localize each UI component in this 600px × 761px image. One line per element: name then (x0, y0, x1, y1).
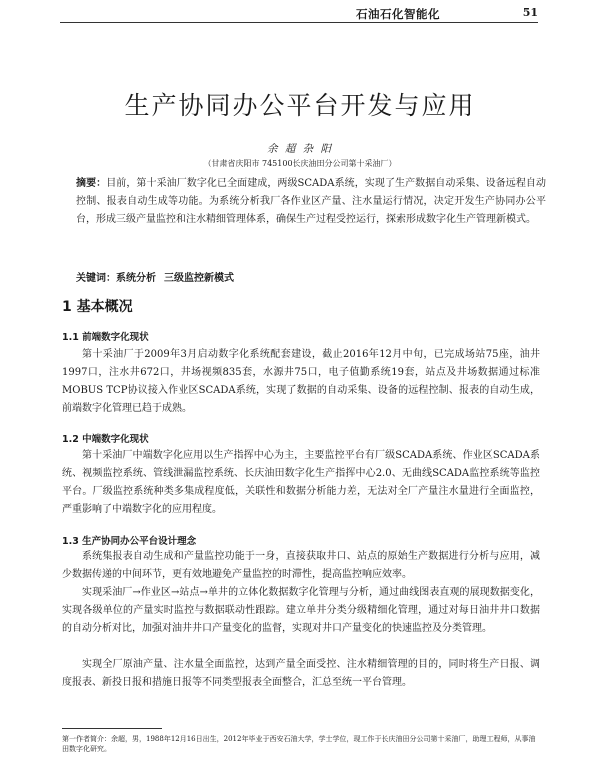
keyword-1: 系统分析 (116, 273, 156, 284)
running-header (60, 4, 538, 22)
section-1-2-text: 第十采油厂中端数字化应用以生产指挥中心为主，主要监控平台有厂级SCADA系统、作业区SCADA系统、视频监控系统、管线泄漏监控系统、长庆油田数字化生产指挥中心2.0、无曲线SCADA监控系统等监控平台。厂级监控系统种类多集成程度低，关联性和数据分析能力差，无法对全厂产量注水量进行全面监控，严重影响了中端数字化的应用程度。 (62, 450, 540, 515)
section-1-3-paragraph-2 (62, 584, 540, 638)
section-1-3-heading: 1.3 生产协同办公平台设计理念 (62, 536, 197, 547)
section-1-1-paragraph (62, 346, 540, 418)
section-1-3-text-2: 实现采油厂→作业区→站点→单井的立体化数据数字化管理与分析，通过曲线图表直观的展现数据变化，实现各级单位的产量实时监控与数据联动性跟踪。建立单井分类分级精细化管理，通过对每日油井井口数据的自动分析对比，加强对油井井口产量变化的监督，实现对井口产量变化的快速监控及分类管理。 (62, 587, 540, 634)
section-1-3-paragraph-3 (62, 656, 540, 692)
section-1-2-heading: 1.2 中端数字化现状 (62, 434, 149, 445)
article-author: 余 超 杂 阳 (266, 143, 333, 155)
keywords-label: 关键词： (76, 273, 116, 284)
footnote-rule (62, 728, 162, 729)
section-1-1-text: 第十采油厂于2009年3月启动数字化系统配套建设，截止2016年12月中旬，已完成场站75座，油井1997口，注水井672口，井场视频835套，水源井75口，电子值勤系统19套，站点及井场数据通过标准MOBUS TCP协议接入作业区SCADA系统，实现了数据的自动采集、设备的远程控制、报表的自动生成，前端数字化管理已趋于成熟。 (62, 349, 540, 414)
footnote: 第一作者简介：余超，男，1988年12月16日出生，2012年毕业于西安石油大学，学士学位，现工作于长庆油田分公司第十采油厂，助理工程师，从事油田数字化研究。 (62, 735, 536, 753)
abstract (76, 175, 546, 229)
page-number: 51 (522, 6, 538, 19)
journal-name: 石油石化智能化 (356, 7, 440, 21)
section-1-1-heading: 1.1 前端数字化现状 (62, 332, 149, 343)
article-title: 生产协同办公平台开发与应用 (124, 91, 476, 120)
keyword-2: 三级监控新模式 (164, 273, 234, 284)
section-1-2-paragraph (62, 447, 540, 519)
keywords (76, 269, 546, 284)
header-rule (60, 22, 538, 23)
section-1-3-paragraph-1 (62, 548, 540, 584)
section-1-heading: 1 基本概况 (62, 299, 133, 315)
section-1-3-text-3: 实现全厂原油产量、注水量全面监控，达到产量全面受控、注水精细管理的目的，同时将生产日报、调度报表、新投日报和措施日报等不同类型报表全面整合，汇总至统一平台管理。 (62, 659, 540, 688)
section-1-3-text-1: 系统集报表自动生成和产量监控功能于一身，直接获取井口、站点的原始生产数据进行分析与应用，减少数据传递的中间环节，更有效地避免产量监控的时滞性，提高监控响应效率。 (62, 551, 540, 580)
abstract-label: 摘要： (76, 178, 107, 189)
article-affiliation: （甘肃省庆阳市 745100长庆油田分公司第十采油厂） (203, 159, 397, 168)
abstract-text: 目前，第十采油厂数字化已全面建成，两级SCADA系统，实现了生产数据自动采集、设备远程自动控制、报表自动生成等功能。为系统分析我厂各作业区产量、注水量运行情况，决定开发生产协同办公平台，形成三级产量监控和注水精细管理体系，确保生产过程受控运行，探索形成数字化生产管理新模式。 (76, 178, 547, 225)
